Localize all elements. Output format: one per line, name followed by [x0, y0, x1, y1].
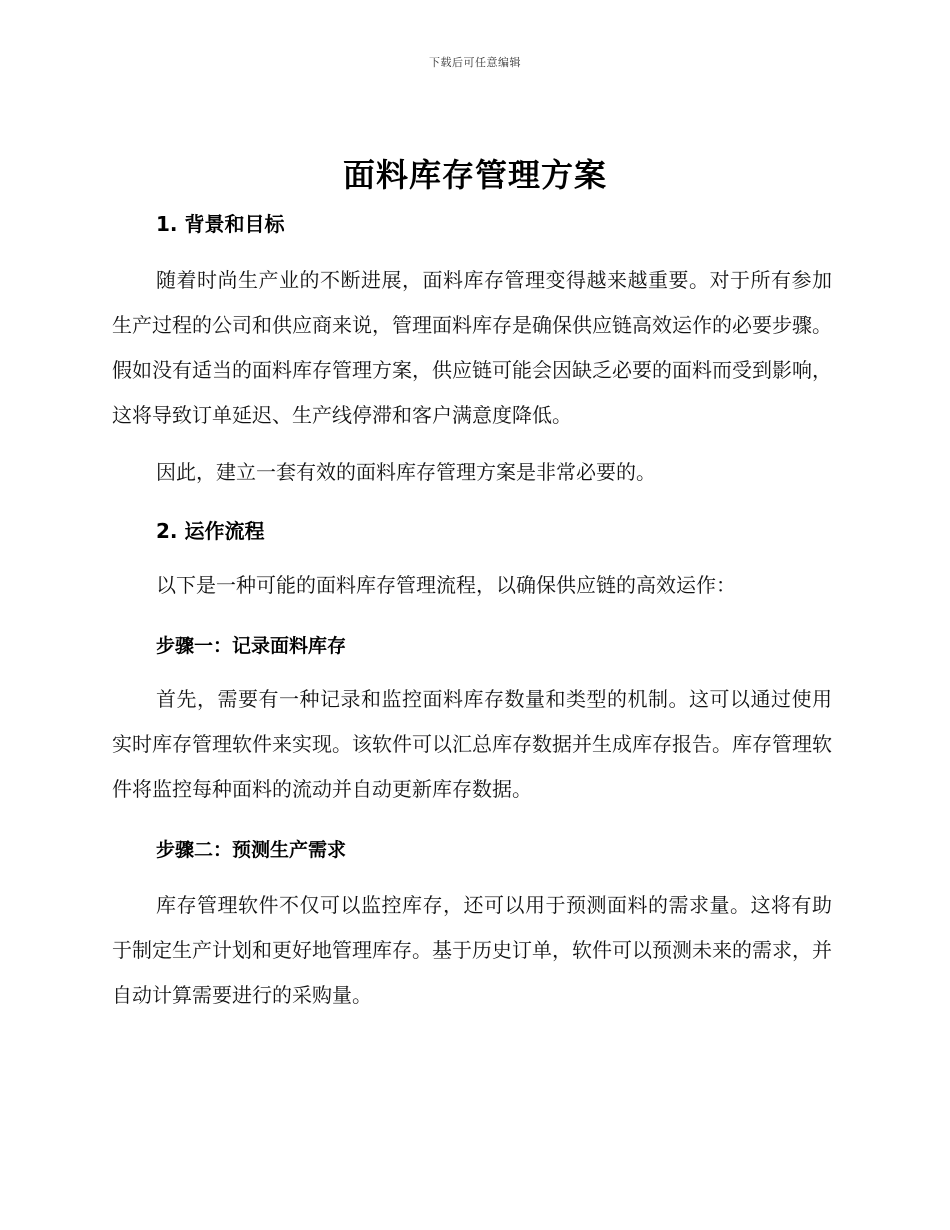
paragraph-forecast-demand: 库存管理软件不仅可以监控库存，还可以用于预测面料的需求量。这将有助于制定生产计划和更好地管理库存。基于历史订单，软件可以预测未来的需求，并自动计算需要进行的采购量。: [112, 893, 832, 1007]
header-note: 下载后可任意编辑: [429, 56, 521, 69]
paragraph-conclusion: 因此，建立一套有效的面料库存管理方案是非常必要的。: [156, 460, 656, 484]
step-heading-record-inventory: 步骤一：记录面料库存: [156, 635, 347, 657]
section-heading-process: 2. 运作流程: [156, 519, 265, 543]
paragraph-background: 随着时尚生产业的不断进展，面料库存管理变得越来越重要。对于所有参加生产过程的公司和供应商来说，管理面料库存是确保供应链高效运作的必要步骤。假如没有适当的面料库存管理方案，供应链可能会因缺乏必要的面料而受到影响，这将导致订单延迟、生产线停滞和客户满意度降低。: [112, 268, 832, 427]
section-heading-background: 1. 背景和目标: [156, 212, 285, 236]
step-heading-forecast-demand: 步骤二：预测生产需求: [156, 839, 347, 861]
paragraph-record-inventory: 首先，需要有一种记录和监控面料库存数量和类型的机制。这可以通过使用实时库存管理软件来实现。该软件可以汇总库存数据并生成库存报告。库存管理软件将监控每种面料的流动并自动更新库存数据。: [112, 687, 832, 801]
paragraph-process-intro: 以下是一种可能的面料库存管理流程，以确保供应链的高效运作：: [156, 573, 736, 597]
document-title: 面料库存管理方案: [342, 156, 607, 194]
